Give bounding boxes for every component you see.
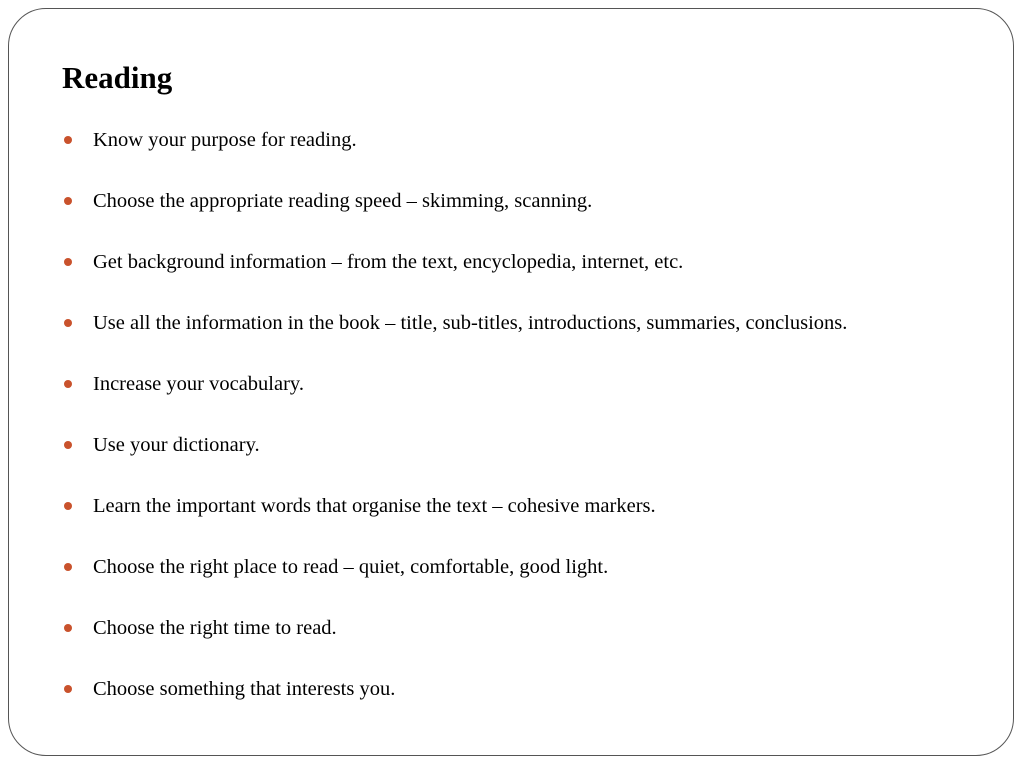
bullet-text: Choose something that interests you.: [93, 678, 396, 700]
bullet-text: Get background information – from the text, encyclopedia, internet, etc.: [93, 251, 684, 273]
bullet-dot-icon: [64, 563, 72, 571]
bullet-text: Know your purpose for reading.: [93, 129, 357, 151]
bullet-text: Choose the right place to read – quiet, comfortable, good light.: [93, 556, 609, 578]
bullet-dot-icon: [64, 380, 72, 388]
bullet-text: Use all the information in the book – title, sub-titles, introductions, summaries, conclusions.: [93, 312, 848, 334]
bullet-text: Choose the right time to read.: [93, 617, 337, 639]
slide-title: Reading: [62, 60, 173, 95]
bullet-text: Use your dictionary.: [93, 434, 260, 456]
bullet-dot-icon: [64, 319, 72, 327]
bullet-text: Learn the important words that organise the text – cohesive markers.: [93, 495, 656, 517]
bullet-dot-icon: [64, 441, 72, 449]
bullet-dot-icon: [64, 624, 72, 632]
bullet-text: Choose the appropriate reading speed – skimming, scanning.: [93, 190, 593, 212]
bullet-dot-icon: [64, 197, 72, 205]
bullet-dot-icon: [64, 136, 72, 144]
bullet-dot-icon: [64, 502, 72, 510]
bullet-text: Increase your vocabulary.: [93, 373, 304, 395]
bullet-dot-icon: [64, 258, 72, 266]
bullet-dot-icon: [64, 685, 72, 693]
